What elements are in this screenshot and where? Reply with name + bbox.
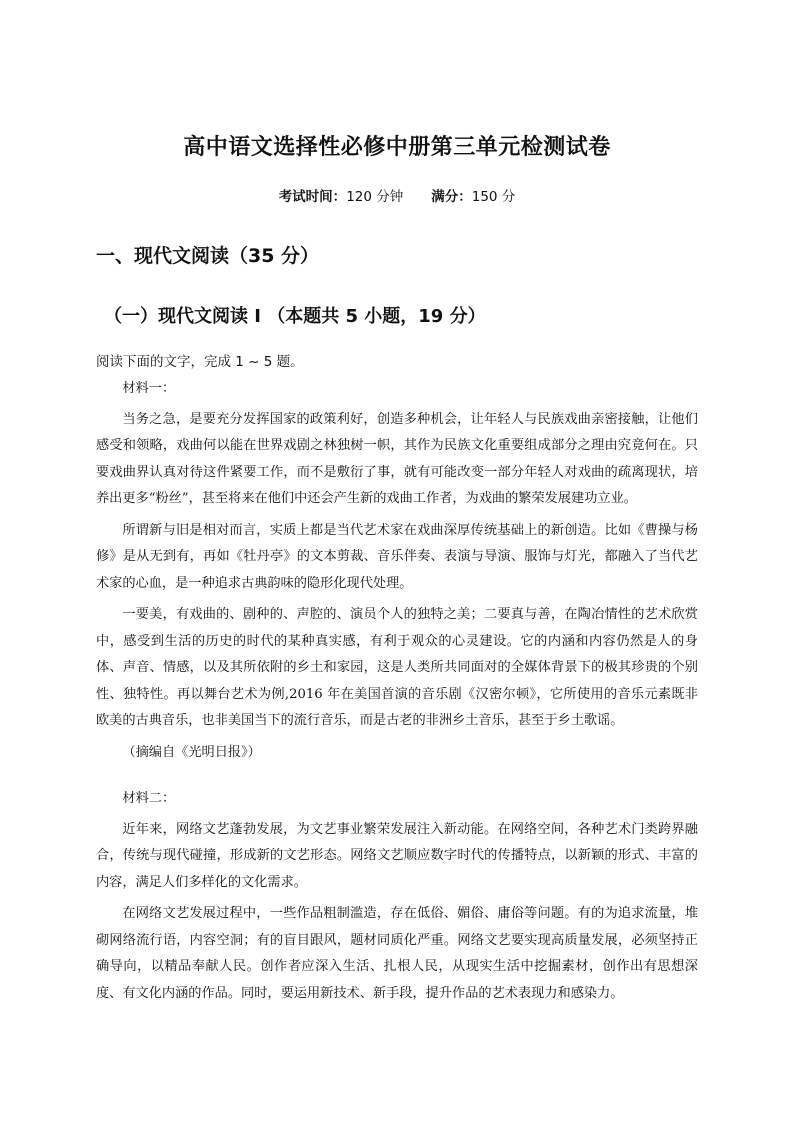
section-heading: 一、现代文阅读（35 分） [96, 245, 320, 267]
score-label: 满分： [431, 189, 472, 205]
instruction-text: 阅读下面的文字，完成 1 ~ 5 题。 [96, 354, 304, 370]
material-one-paragraph-2: 所谓新与旧是相对而言，实质上都是当代艺术家在戏曲深厚传统基础上的新创造。比如《曹操与杨修》是从无到有，再如《牡丹亭》的文本剪裁、音乐伴奏、表演与导演、服饰与灯光，都融入了当代艺术家的心血，是一种追求古典韵味的隐形化现代处理。 [96, 522, 698, 591]
time-label: 考试时间： [278, 189, 347, 205]
material-one-source: （摘编自《光明日报》） [122, 744, 261, 760]
score-value: 150 分 [471, 189, 516, 205]
material-one-label: 材料一： [122, 381, 176, 396]
material-two-paragraph-2: 在网络文艺发展过程中，一些作品粗制滥造，存在低俗、媚俗、庸俗等问题。有的为追求流量，堆砌网络流行语，内容空洞；有的盲目跟风，题材同质化严重。网络文艺要实现高质量发展，必须坚持正确导向，以精品奉献人民。创作者应深入生活、扎根人民，从现实生活中挖掘素材，创作出有思想深度、有文化内涵的作品。同时，要运用新技术、新手段，提升作品的艺术表现力和感染力。 [96, 906, 698, 1001]
material-one-paragraph-3: 一要美，有戏曲的、剧种的、声腔的、演员个人的独特之美；二要真与善，在陶冶情性的艺术欣赏中，感受到生活的历史的时代的某种真实感，有利于观众的心灵建设。它的内涵和内容仍然是人的身体、声音、情感，以及其所依附的乡土和家园，这是人类所共同面对的全媒体背景下的极其珍贵的个别性、独特性。再以舞台艺术为例,2016 年在美国首演的音乐剧《汉密尔顿》，它所使用的音乐元素既非欧美的古典音乐，也非美国当下的流行音乐，而是古老的非洲乡土音乐，甚至于乡土歌谣。 [96, 607, 698, 728]
material-one [96, 376, 698, 766]
material-two-label: 材料二： [122, 791, 176, 806]
subsection-heading: （一）现代文阅读 Ⅰ （本题共 5 小题，19 分） [104, 306, 486, 327]
exam-title: 高中语文选择性必修中册第三单元检测试卷 [183, 135, 611, 160]
material-one-paragraph-1: 当务之急，是要充分发挥国家的政策利好，创造多种机会，让年轻人与民族戏曲亲密接触，让他们感受和领略，戏曲何以能在世界戏剧之林独树一帜，其作为民族文化重要组成部分之理由究竟何在。只要戏曲界认真对待这件紧要工作，而不是敷衍了事，就有可能改变一部分年轻人对戏曲的疏离现状，培养出更多“粉丝”，甚至将来在他们中还会产生新的戏曲工作者，为戏曲的繁荣发展建功立业。 [96, 411, 698, 506]
material-two-paragraph-1: 近年来，网络文艺蓬勃发展，为文艺事业繁荣发展注入新动能。在网络空间，各种艺术门类跨界融合，传统与现代碰撞，形成新的文艺形态。网络文艺顺应数字时代的传播特点，以新颖的形式、丰富的内容，满足人们多样化的文化需求。 [96, 821, 698, 890]
time-value: 120 分钟 [346, 189, 404, 205]
material-two [96, 786, 698, 1007]
exam-meta [0, 185, 794, 205]
